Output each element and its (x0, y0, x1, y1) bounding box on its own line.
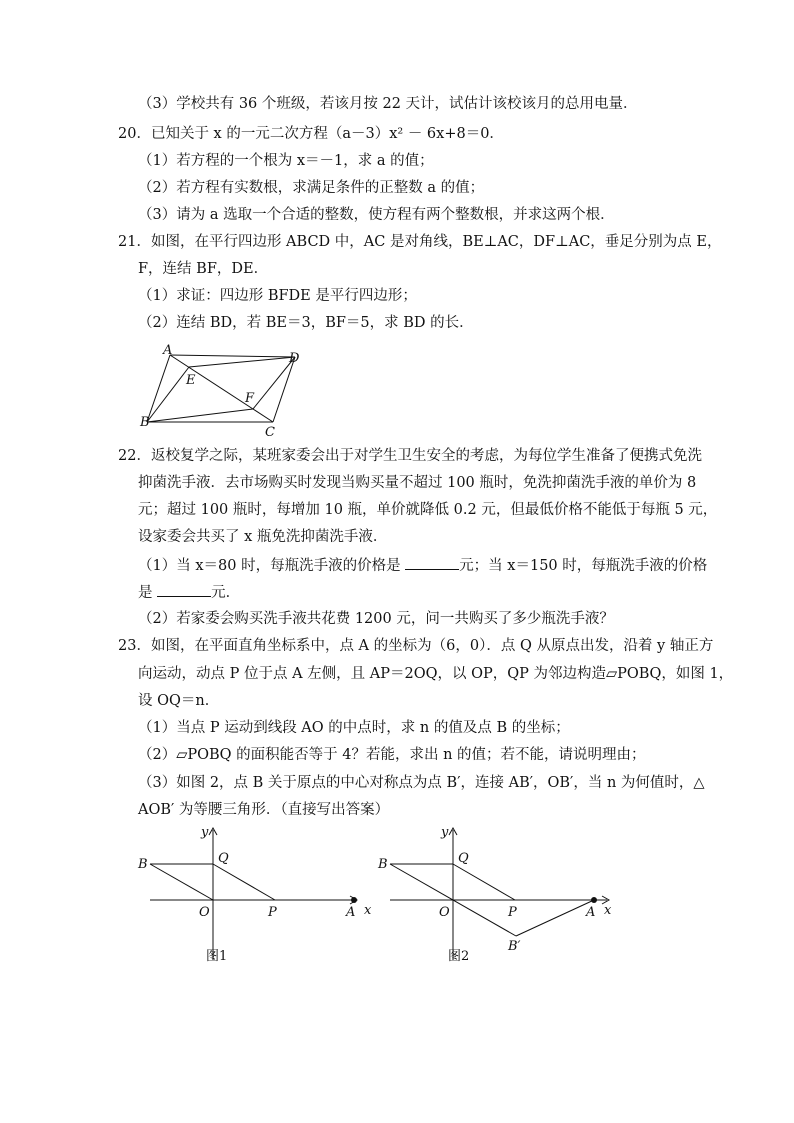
edge-dc (273, 357, 295, 422)
q20-part1: （1）若方程的一个根为 x＝－1，求 a 的值； (138, 153, 434, 169)
figure-caption: 图2 (448, 949, 470, 964)
q20-part2: （2）若方程有实数根，求满足条件的正整数 a 的值； (138, 180, 485, 196)
q23-part3-line1: （3）如图 2，点 B 关于原点的中心对称点为点 B′，连接 AB′，OB′，当 n 为何值时，△ (138, 775, 705, 791)
label-a: A (346, 905, 356, 920)
label-b-prime: B′ (508, 939, 521, 954)
segment-bf (147, 409, 253, 422)
q22-stem-line1: 22．返校复学之际，某班家委会出于对学生卫生安全的考虑，为每位学生准备了便携式免洗 (118, 448, 702, 464)
label-e: E (186, 373, 196, 388)
q23-part3-line2: AOB′ 为等腰三角形．（直接写出答案） (138, 802, 390, 818)
q22-stem-line3: 元；超过 100 瓶时，每增加 10 瓶，单价就降低 0.2 元，但最低价格不能低于每瓶 5 元， (138, 502, 718, 518)
q23-part1: （1）当点 P 运动到线段 AO 的中点时，求 n 的值及点 B 的坐标； (138, 720, 570, 736)
q22-part1-line1 (138, 555, 707, 576)
q23-figure-1 (130, 822, 380, 972)
label-q: Q (458, 851, 469, 866)
label-c: C (265, 425, 275, 440)
q23-stem-line1: 23．如图，在平面直角坐标系中，点 A 的坐标为（6，0）．点 Q 从原点出发，沿着 y 轴正方 (118, 638, 714, 654)
q22-stem-line4: 设家委会共买了 x 瓶免洗抑菌洗手液． (138, 529, 388, 545)
q23-stem-line3: 设 OQ＝n． (138, 693, 220, 709)
label-y: y (441, 825, 449, 840)
label-o: O (439, 905, 450, 920)
q22-answer-blank-1[interactable] (405, 555, 459, 570)
label-b: B (378, 857, 388, 872)
q20-stem: 20．已知关于 x 的一元二次方程（a－3）x² － 6x+8＝0． (118, 126, 504, 142)
segment-qp (213, 864, 275, 900)
segment-qp (453, 864, 515, 900)
q21-figure (135, 340, 315, 440)
label-x: x (604, 903, 612, 918)
label-a: A (163, 343, 173, 358)
segment-de (189, 357, 295, 367)
label-o: O (199, 905, 210, 920)
label-y: y (201, 825, 209, 840)
segment-be (147, 367, 189, 422)
q22-part1-text-b: 元；当 x＝150 时，每瓶洗手液的价格 (459, 558, 708, 574)
segment-ab-prime (516, 900, 594, 936)
q22-part2: （2）若家委会购买洗手液共花费 1200 元，问一共购买了多少瓶洗手液？ (138, 611, 614, 627)
label-x: x (364, 903, 372, 918)
q22-answer-blank-2[interactable] (157, 582, 211, 597)
label-b: B (140, 415, 150, 430)
q21-part2: （2）连结 BD，若 BE＝3，BF＝5，求 BD 的长． (138, 315, 474, 331)
label-q: Q (218, 851, 229, 866)
point-a-dot (591, 897, 597, 903)
q21-stem-line1: 21．如图，在平行四边形 ABCD 中，AC 是对角线，BE⊥AC，DF⊥AC，垂足分别为点 E， (118, 234, 722, 250)
label-p: P (508, 905, 517, 920)
q22-part1-text-d: 元． (211, 585, 241, 601)
q21-part1: （1）求证：四边形 BFDE 是平行四边形； (138, 288, 417, 304)
diagonal-ac (170, 355, 273, 422)
segment-bo (150, 864, 213, 900)
q20-part3: （3）请为 a 选取一个合适的整数，使方程有两个整数根，并求这两个根． (138, 207, 615, 223)
q21-stem-line2: F，连结 BF，DE． (138, 261, 269, 277)
q22-stem-line2: 抑菌洗手液．去市场购买时发现当购买量不超过 100 瓶时，免洗抑菌洗手液的单价为 8 (138, 475, 697, 491)
edge-ab (147, 355, 170, 422)
q23-stem-line2: 向运动，动点 P 位于点 A 左侧，且 AP＝2OQ，以 OP，QP 为邻边构造▱POBQ，如图 1， (138, 666, 734, 682)
label-f: F (245, 391, 255, 406)
label-a: A (586, 905, 596, 920)
q23-part2: （2）▱POBQ 的面积能否等于 4？若能，求出 n 的值；若不能，请说明理由； (138, 747, 646, 763)
q22-part1-text-c: 是 (138, 585, 153, 601)
label-d: D (289, 351, 300, 366)
figure-caption: 图1 (206, 949, 228, 964)
q19-part3: （3）学校共有 36 个班级，若该月按 22 天计，试估计该校该月的总用电量． (138, 96, 638, 112)
q22-part1-text-a: （1）当 x＝80 时，每瓶洗手液的价格是 (138, 558, 401, 574)
label-b: B (138, 857, 148, 872)
q23-figure-2 (370, 822, 620, 972)
q22-part1-line2 (138, 582, 240, 603)
edge-ad (170, 355, 295, 357)
label-p: P (268, 905, 277, 920)
point-a-dot (351, 897, 357, 903)
